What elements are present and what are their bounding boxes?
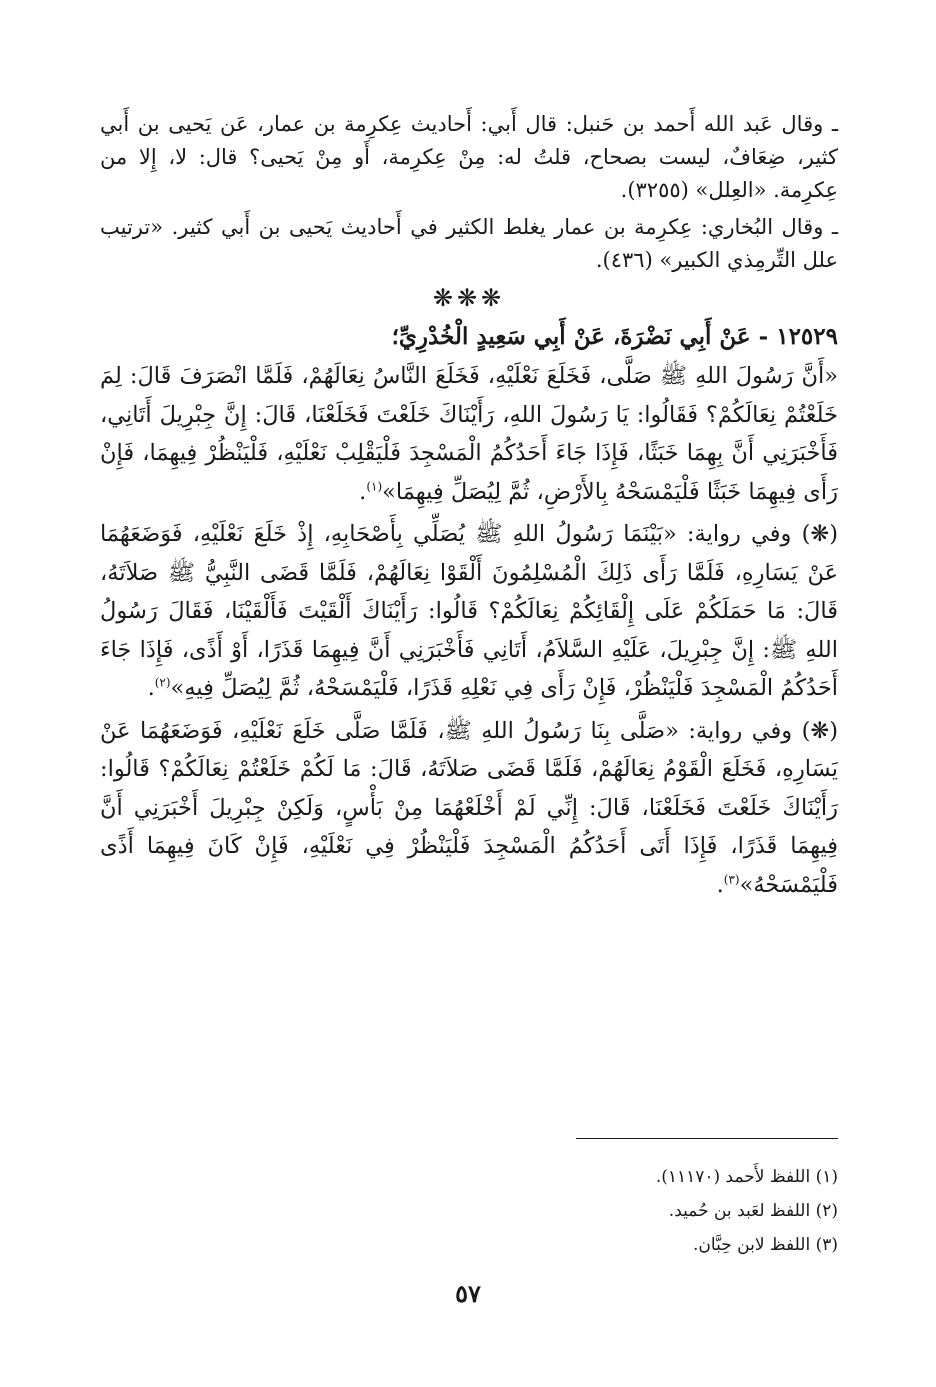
hadith-variant-end: .	[716, 871, 724, 898]
hadith-variant	[100, 515, 838, 708]
hadith-chain: - عَنْ أَبِي نَضْرَةَ، عَنْ أَبِي سَعِيدٍ الْخُدْرِيِّ؛	[391, 323, 777, 350]
hadith-number: ١٢٥٢٩	[776, 323, 838, 350]
hadith-variant	[100, 712, 838, 905]
footnote-marker: (٢)	[154, 675, 171, 690]
hadith-text	[100, 357, 838, 511]
hadith-heading	[100, 319, 838, 355]
footnotes	[418, 1160, 838, 1262]
hadith-variant-end: .	[147, 675, 155, 701]
narrator-paragraph: ـ وقال عَبد الله أَحمد بن حَنبل: قال أَبي: أَحاديث عِكرِمة بن عمار، عَن يَحيى بن أَبي كثير، ضِعَافٌ، ليست بصحاح، قلتُ له: مِنْ عِكرِمة، أَو مِنْ يَحيى؟ قال: لا، إِلا من عِكرِمة. «العِلل» (٣٢٥٥).	[100, 112, 838, 202]
footnote: (٢) اللفظ لعَبد بن حُميد.	[668, 1201, 838, 1221]
footnote: (٣) اللفظ لابن حِبَّان.	[693, 1235, 838, 1255]
page-number: ٥٧	[455, 1279, 481, 1308]
hadith-text-body: «أَنَّ رَسُولَ اللهِ ﷺ صَلَّى، فَخَلَعَ نَعْلَيْهِ، فَخَلَعَ النَّاسُ نِعَالَهُمْ، فَلَمَّا انْصَرَفَ قَالَ: لِمَ خَلَعْتُمْ نِعَالَكُمْ؟ فَقَالُوا: يَا رَسُولَ اللهِ، رَأَيْنَاكَ خَلَعْتَ فَخَلَعْنَا، قَالَ: إِنَّ جِبْرِيلَ أَتَانِي، فَأَخْبَرَنِي أَنَّ بِهِمَا خَبَثًا، فَإِذَا جَاءَ أَحَدُكُمُ الْمَسْجِدَ فَلْيَقْلِبْ نَعْلَيْهِ، فَلْيَنْظُرْ فِيهِمَا، فَإِنْ رَأَى فِيهِمَا خَبَثًا فَلْيَمْسَحْهُ بِالأَرْضِ، ثُمَّ لِيُصَلِّ فِيهِمَا»	[100, 363, 838, 505]
section-separator: ❋❋❋	[432, 284, 506, 312]
footnote-marker: (٣)	[723, 872, 740, 886]
hadith-variant-body: (❋) وفي رواية: «بَيْنَمَا رَسُولُ اللهِ ﷺ يُصَلِّي بِأَصْحَابِهِ، إِذْ خَلَعَ نَعْلَيْهِ، فَوَضَعَهُمَا عَنْ يَسَارِهِ، فَلَمَّا رَأَى ذَلِكَ الْمُسْلِمُونَ أَلْقَوْا نِعَالَهُمْ، فَلَمَّا قَضَى النَّبِيُّ ﷺ صَلاَتَهُ، قَالَ: مَا حَمَلَكُمْ عَلَى إِلْقَائِكُمْ نِعَالَكُمْ؟ قَالُوا: رَأَيْنَاكَ أَلْقَيْتَ فَأَلْقَيْنَا، فَقَالَ رَسُولُ اللهِ ﷺ: إِنَّ جِبْرِيلَ، عَلَيْهِ السَّلاَمُ، أَتَانِي فَأَخْبَرَنِي أَنَّ فِيهِمَا قَذَرًا، أَوْ أَذًى، فَإِذَا جَاءَ أَحَدُكُمُ الْمَسْجِدَ فَلْيَنْظُرْ، فَإِنْ رَأَى فِي نَعْلِهِ قَذَرًا، فَلْيَمْسَحْهُ، ثُمَّ لِيُصَلِّ فِيهِ»	[100, 521, 838, 701]
hadith-text-end: .	[359, 478, 367, 505]
page-body	[100, 108, 838, 908]
narrator-paragraph: ـ وقال البُخاري: عِكرِمة بن عمار يغلط الكثير في أَحاديث يَحيى بن أَبي كثير. «ترتيب علل التِّرمِذي الكبير» (٤٣٦).	[100, 215, 838, 272]
footnote-divider	[576, 1138, 838, 1139]
footnote-marker: (١)	[366, 479, 383, 493]
hadith-variant-body: (❋) وفي رواية: «صَلَّى بِنَا رَسُولُ اللهِ ﷺ، فَلَمَّا صَلَّى خَلَعَ نَعْلَيْهِ، فَوَضَعَهُمَا عَنْ يَسَارِهِ، فَخَلَعَ الْقَوْمُ نِعَالَهُمْ، فَلَمَّا قَضَى صَلاَتَهُ، قَالَ: مَا لَكُمْ خَلَعْتُمْ نِعَالَكُمْ؟ قَالُوا: رَأَيْنَاكَ خَلَعْتَ فَخَلَعْنَا، قَالَ: إِنِّي لَمْ أَخْلَعْهُمَا مِنْ بَأْسٍ، وَلَكِنْ جِبْرِيلَ أَخْبَرَنِي أَنَّ فِيهِمَا قَذَرًا، فَإِذَا أَتَى أَحَدُكُمُ الْمَسْجِدَ فَلْيَنْظُرْ فِي نَعْلَيْهِ، فَإِنْ كَانَ فِيهِمَا أَذًى فَلْيَمْسَحْهُ»	[100, 717, 838, 898]
footnote: (١) اللفظ لأَحمد (١١١٧٠).	[655, 1167, 838, 1187]
